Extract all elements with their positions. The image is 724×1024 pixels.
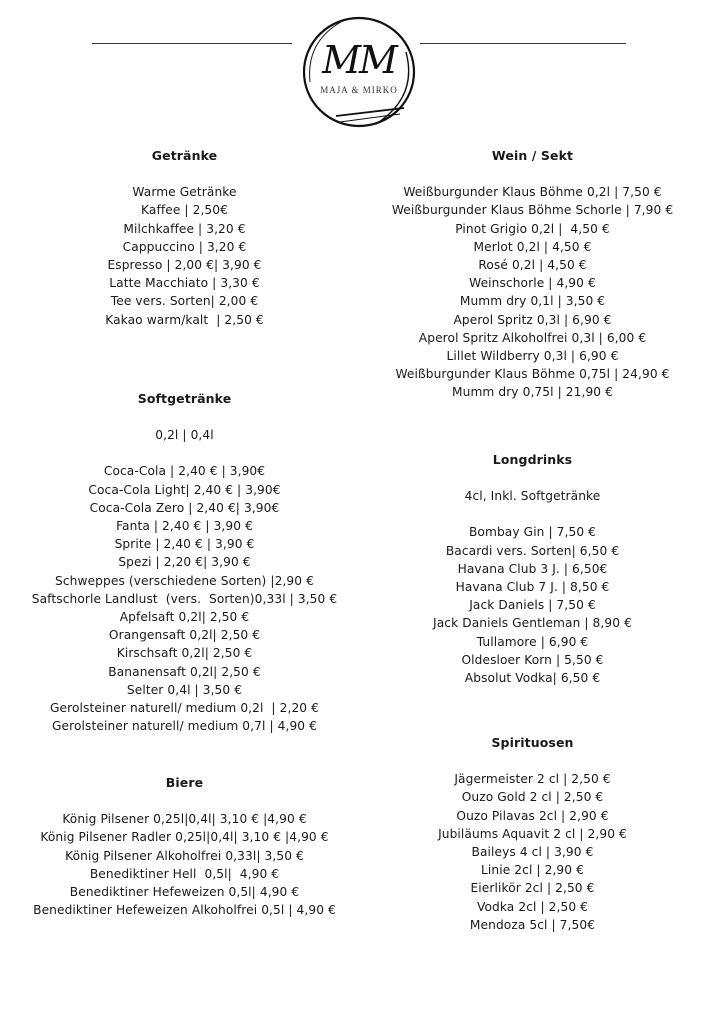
menu-item: Saftschorle Landlust (vers. Sorten)0,33l | 3,50 € (31, 591, 338, 606)
menu-item: Benediktiner Hell 0,5l| 4,90 € (89, 866, 280, 881)
menu-item: Mumm dry 0,75l | 21,90 € (452, 385, 613, 400)
menu-item: König Pilsener Radler 0,25l|0,4l| 3,10 € |4,90 € (40, 830, 329, 845)
section-title: Wein / Sekt (491, 148, 574, 163)
menu-item: Linie 2cl | 2,90 € (481, 863, 584, 878)
menu-item: Merlot 0,2l | 4,50 € (473, 239, 592, 254)
section-subtitle: 4cl, Inkl. Softgetränke (464, 489, 601, 504)
menu-item: Ouzo Pilavas 2cl | 2,90 € (456, 808, 609, 823)
section-subtitle: Warme Getränke (132, 185, 237, 200)
section-title: Longdrinks (492, 452, 573, 467)
menu-item: Sprite | 2,40 € | 3,90 € (114, 537, 255, 552)
menu-item: Weinschorle | 4,90 € (469, 276, 596, 291)
section-title: Softgetränke (137, 391, 232, 406)
menu-item: Rosé 0,2l | 4,50 € (478, 258, 587, 273)
menu-item: Weißburgunder Klaus Böhme Schorle | 7,90 € (391, 203, 674, 218)
menu-item: Benediktiner Hefeweizen 0,5l| 4,90 € (69, 885, 300, 900)
menu-item: König Pilsener Alkoholfrei 0,33l| 3,50 € (65, 848, 304, 863)
menu-item: Ouzo Gold 2 cl | 2,50 € (461, 790, 604, 805)
menu-item: Mumm dry 0,1l | 3,50 € (459, 294, 606, 309)
section-title: Biere (165, 775, 204, 790)
logo-name: MAJA & MIRKO (320, 85, 398, 95)
menu-item: Jubiläums Aquavit 2 cl | 2,90 € (438, 826, 627, 841)
menu-item: Jägermeister 2 cl | 2,50 € (454, 772, 611, 787)
menu-item: Mendoza 5cl | 7,50€ (469, 917, 596, 932)
menu-item: Coca-Cola Light| 2,40 € | 3,90€ (88, 482, 281, 497)
menu-item: Kirschsaft 0,2l| 2,50 € (116, 646, 253, 661)
menu-item: Bacardi vers. Sorten| 6,50 € (445, 543, 620, 558)
menu-item: Selter 0,4l | 3,50 € (126, 682, 243, 697)
menu-item: Eierlikör 2cl | 2,50 € (470, 881, 595, 896)
menu-item: Coca-Cola Zero | 2,40 €| 3,90€ (89, 500, 280, 515)
section-getraenke (12, 147, 357, 329)
menu-item: Havana Club 3 J. | 6,50€ (457, 561, 608, 576)
menu-item: Pinot Grigio 0,2l | 4,50 € (455, 221, 610, 236)
menu-item: Aperol Spritz 0,3l | 6,90 € (453, 312, 612, 327)
left-column (12, 0, 357, 1024)
menu-item: Apfelsaft 0,2l| 2,50 € (119, 610, 250, 625)
menu-item: Aperol Spritz Alkoholfrei 0,3l | 6,00 € (418, 330, 647, 345)
menu-item: Milchkaffee | 3,20 € (123, 221, 246, 236)
menu-item: Coca-Cola | 2,40 € | 3,90€ (103, 464, 266, 479)
section-softgetraenke (12, 390, 357, 735)
menu-item: Latte Macchiato | 3,30 € (109, 276, 260, 291)
menu-item: Spezi | 2,20 €| 3,90 € (118, 555, 251, 570)
section-title: Spirituosen (491, 735, 574, 750)
menu-item: Absolut Vodka| 6,50 € (464, 671, 601, 686)
menu-item: Bombay Gin | 7,50 € (468, 525, 597, 540)
menu-item: Weißburgunder Klaus Böhme 0,2l | 7,50 € (403, 185, 662, 200)
menu-item: Tee vers. Sorten| 2,00 € (110, 294, 259, 309)
right-column (365, 0, 700, 1024)
menu-item: Vodka 2cl | 2,50 € (476, 899, 589, 914)
menu-item: Schweppes (verschiedene Sorten) |2,90 € (55, 573, 314, 588)
section-wein-sekt (365, 147, 700, 402)
menu-item: Fanta | 2,40 € | 3,90 € (116, 519, 253, 534)
section-longdrinks (365, 451, 700, 687)
menu-item: Cappuccino | 3,20 € (122, 239, 247, 254)
menu-item: Baileys 4 cl | 3,90 € (471, 845, 594, 860)
menu-item: Gerolsteiner naturell/ medium 0,2l | 2,20 € (50, 701, 319, 716)
menu-item: Tullamore | 6,90 € (476, 634, 589, 649)
menu-item: Jack Daniels Gentleman | 8,90 € (433, 616, 632, 631)
menu-item: Kakao warm/kalt | 2,50 € (105, 312, 264, 327)
menu-item: Benediktiner Hefeweizen Alkoholfrei 0,5l | 4,90 € (33, 903, 336, 918)
menu-item: Orangensaft 0,2l| 2,50 € (108, 628, 261, 643)
section-subtitle: 0,2l | 0,4l (155, 428, 214, 443)
menu-item: Jack Daniels | 7,50 € (469, 598, 596, 613)
menu-item: König Pilsener 0,25l|0,4l| 3,10 € |4,90 € (62, 812, 307, 827)
menu-item: Kaffee | 2,50€ (141, 203, 228, 218)
menu-item: Espresso | 2,00 €| 3,90 € (107, 258, 262, 273)
menu-item: Havana Club 7 J. | 8,50 € (455, 580, 610, 595)
menu-item: Weißburgunder Klaus Böhme 0,75l | 24,90 € (395, 367, 670, 382)
menu-item: Bananensaft 0,2l| 2,50 € (108, 664, 261, 679)
section-spirituosen (365, 734, 700, 934)
section-title: Getränke (151, 148, 218, 163)
menu-item: Lillet Wildberry 0,3l | 6,90 € (446, 349, 619, 364)
logo-monogram: MM (322, 38, 396, 82)
menu-item: Gerolsteiner naturell/ medium 0,7l | 4,90 € (52, 719, 317, 734)
menu-item: Oldesloer Korn | 5,50 € (461, 652, 604, 667)
section-biere (12, 774, 357, 919)
